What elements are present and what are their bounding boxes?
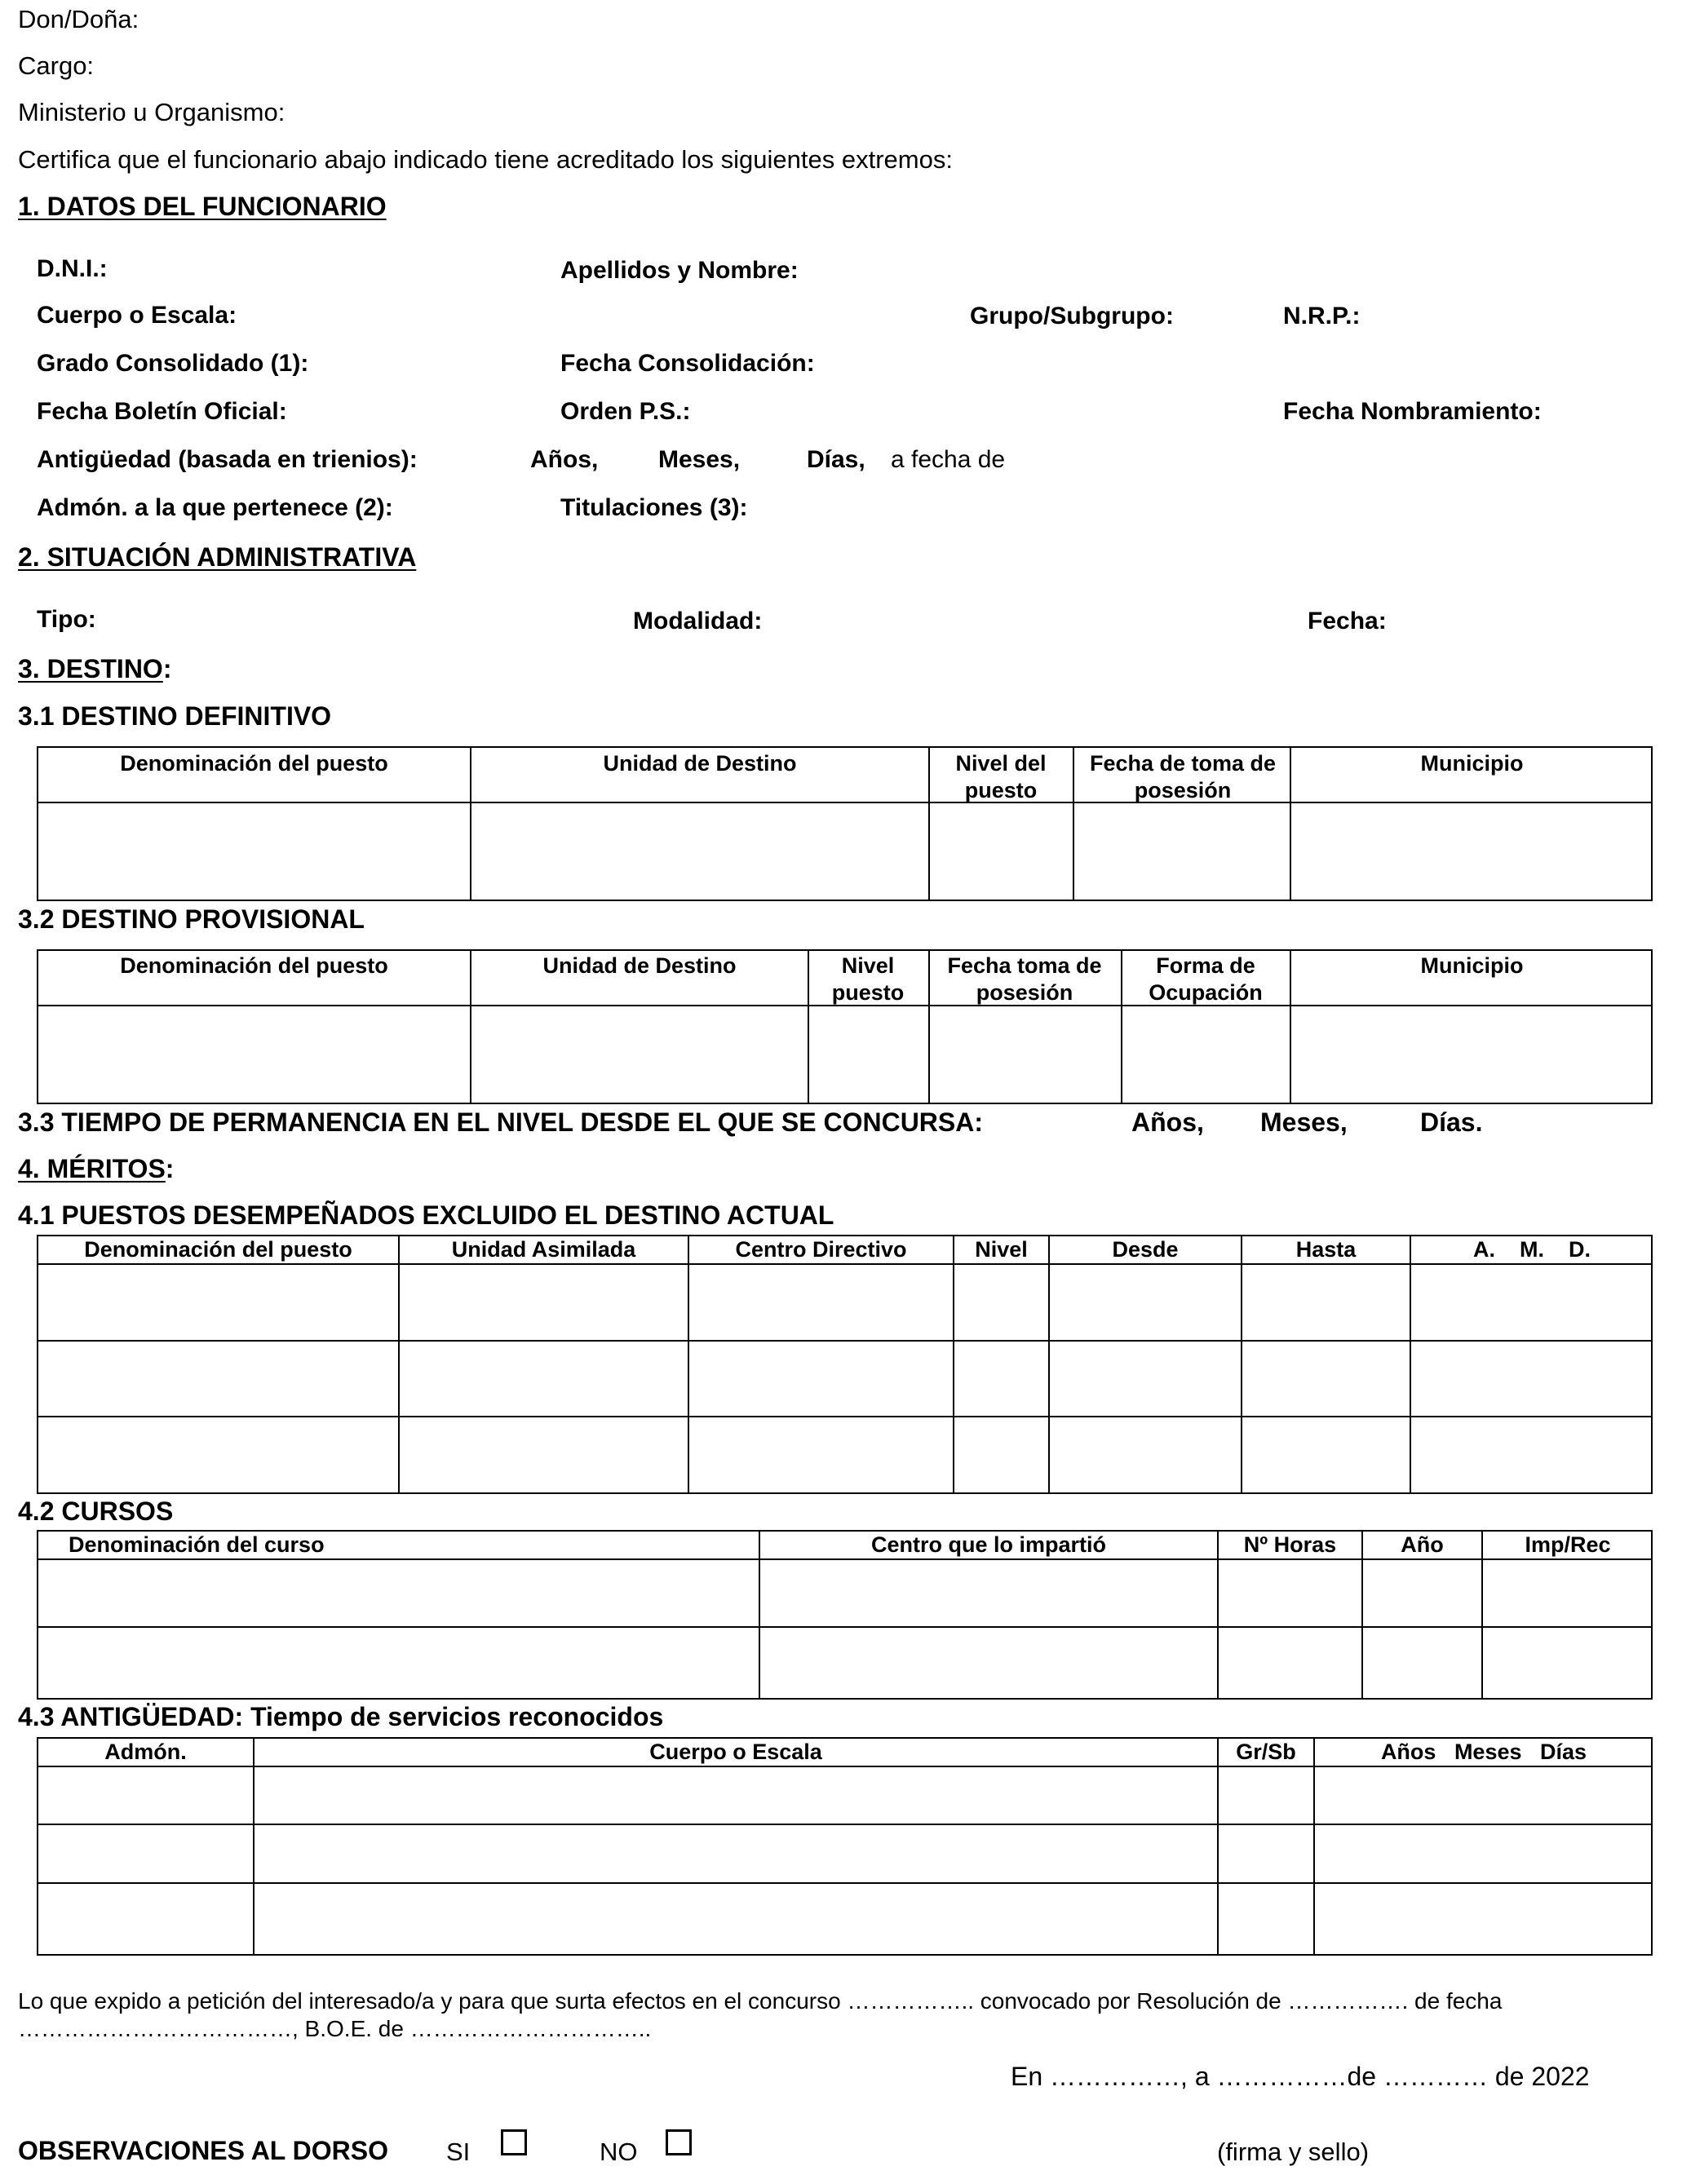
dias-label: Días, — [807, 446, 865, 473]
table-cell-input[interactable] — [38, 803, 470, 900]
table-header: Unidad de Destino — [542, 953, 737, 978]
table-header: Centro Directivo — [735, 1237, 907, 1262]
anos-label: Años, — [530, 446, 599, 473]
cuerpo-label: Cuerpo o Escala: — [37, 302, 237, 329]
table-header: A. M. D. — [1472, 1237, 1591, 1262]
table-header: Nivel puesto — [831, 953, 905, 1005]
table-header: Denominación del puesto — [84, 1237, 352, 1262]
table-header: Fecha toma de posesión — [947, 953, 1102, 1005]
no-checkbox[interactable] — [666, 2129, 692, 2155]
table-header: Nivel — [975, 1237, 1028, 1262]
section-3-1-title: 3.1 DESTINO DEFINITIVO — [18, 701, 332, 731]
firma-sello-label: (firma y sello) — [1217, 2138, 1370, 2166]
admon-label: Admón. a la que pertenece (2): — [37, 494, 393, 521]
fecha-nombramiento-label: Fecha Nombramiento: — [1283, 398, 1542, 425]
section-4-title: 4. MÉRITOS: — [18, 1154, 175, 1183]
dni-label: D.N.I.: — [37, 255, 108, 282]
observaciones-label: OBSERVACIONES AL DORSO — [18, 2136, 388, 2165]
table-col-divider — [253, 1737, 255, 1956]
table-row-divider — [37, 1558, 1653, 1560]
section-3-3-title: 3.3 TIEMPO DE PERMANENCIA EN EL NIVEL DESDE EL QUE SE CONCURSA: — [18, 1107, 984, 1137]
table-header: Admón. — [104, 1740, 187, 1764]
table-header: Imp/Rec — [1525, 1532, 1611, 1557]
place-date-line: En ……………, a ……………de ………… de 2022 — [1011, 2062, 1590, 2091]
a-fecha-label: a fecha de — [891, 446, 1006, 473]
footer-text-line-2: ………………………………, B.O.E. de ………………………….. — [18, 2016, 652, 2041]
table-header: Cuerpo o Escala — [649, 1740, 822, 1764]
modalidad-label: Modalidad: — [633, 608, 763, 634]
table-col-divider — [1121, 949, 1122, 1104]
footer-text-line-1: Lo que expido a petición del interesado/a y para que surta efectos en el concurso …………….. convocado por Resolución de ……………. de fecha — [18, 1988, 1503, 2014]
table-row-divider — [37, 1626, 1653, 1628]
section-3-2-title: 3.2 DESTINO PROVISIONAL — [18, 904, 365, 934]
fecha-consolidacion-label: Fecha Consolidación: — [560, 350, 815, 377]
permanencia-meses-label: Meses, — [1260, 1107, 1348, 1137]
table-header: Unidad Asimilada — [451, 1237, 636, 1262]
table-header: Forma de Ocupación — [1149, 953, 1263, 1005]
permanencia-dias-label: Días. — [1420, 1107, 1483, 1137]
table-header: Unidad de Destino — [603, 751, 797, 776]
section-4-3-title: 4.3 ANTIGÜEDAD: Tiempo de servicios reconocidos — [18, 1702, 664, 1731]
section-4-1-title: 4.1 PUESTOS DESEMPEÑADOS EXCLUIDO EL DESTINO ACTUAL — [18, 1200, 834, 1230]
si-checkbox[interactable] — [501, 2129, 527, 2155]
table-col-divider — [1313, 1737, 1315, 1956]
table-col-divider — [928, 949, 930, 1104]
don-dona-label: Don/Doña: — [18, 5, 139, 33]
certifica-text: Certifica que el funcionario abajo indicado tiene acreditado los siguientes extremos: — [18, 145, 953, 174]
meses-label: Meses, — [658, 446, 741, 473]
table-antiguedad — [37, 1737, 1653, 1956]
antiguedad-label: Antigüedad (basada en trienios): — [37, 446, 418, 473]
table-header: Municipio — [1420, 751, 1524, 776]
table-header: Denominación del puesto — [120, 953, 388, 978]
table-col-divider — [953, 1235, 954, 1494]
table-col-divider — [688, 1235, 689, 1494]
table-header: Año — [1401, 1532, 1444, 1557]
ministerio-label: Ministerio u Organismo: — [18, 98, 285, 126]
table-header: Años Meses Días — [1380, 1740, 1587, 1764]
table-row-divider — [37, 1882, 1653, 1884]
table-col-divider — [1073, 746, 1074, 901]
cargo-label: Cargo: — [18, 51, 95, 80]
no-label: NO — [600, 2138, 638, 2166]
si-label: SI — [446, 2138, 471, 2166]
table-header: Denominación del curso — [69, 1532, 325, 1557]
table-header: Hasta — [1295, 1237, 1357, 1262]
table-header: Municipio — [1420, 953, 1524, 978]
table-header: Nivel del puesto — [955, 751, 1047, 802]
table-header: Fecha de toma de posesión — [1089, 751, 1277, 802]
table-header: Desde — [1112, 1237, 1179, 1262]
fecha-boletin-label: Fecha Boletín Oficial: — [37, 398, 287, 425]
table-header: Centro que lo impartió — [870, 1532, 1106, 1557]
table-col-divider — [808, 949, 809, 1104]
nrp-label: N.R.P.: — [1283, 303, 1361, 329]
table-row-divider — [37, 1766, 1653, 1767]
table-row-divider — [37, 1824, 1653, 1825]
fecha-situacion-label: Fecha: — [1308, 608, 1387, 634]
permanencia-anos-label: Años, — [1131, 1107, 1204, 1137]
table-col-divider — [1048, 1235, 1050, 1494]
section-3-title: 3. DESTINO: — [18, 654, 172, 683]
orden-label: Orden P.S.: — [560, 398, 691, 425]
table-col-divider — [1410, 1235, 1411, 1494]
table-header: Denominación del puesto — [120, 751, 388, 776]
section-2-title: 2. SITUACIÓN ADMINISTRATIVA — [18, 542, 417, 572]
apellidos-label: Apellidos y Nombre: — [560, 257, 799, 284]
section-4-2-title: 4.2 CURSOS — [18, 1497, 174, 1526]
table-col-divider — [1217, 1737, 1219, 1956]
section-1-title: 1. DATOS DEL FUNCIONARIO — [18, 192, 387, 221]
table-col-divider — [1241, 1235, 1242, 1494]
table-col-divider — [398, 1235, 400, 1494]
grupo-label: Grupo/Subgrupo: — [970, 303, 1174, 329]
tipo-label: Tipo: — [37, 606, 96, 633]
table-col-divider — [928, 746, 930, 901]
grado-label: Grado Consolidado (1): — [37, 350, 309, 377]
table-header: Nº Horas — [1243, 1532, 1337, 1557]
titulaciones-label: Titulaciones (3): — [560, 494, 748, 521]
table-header: Gr/Sb — [1236, 1740, 1296, 1764]
